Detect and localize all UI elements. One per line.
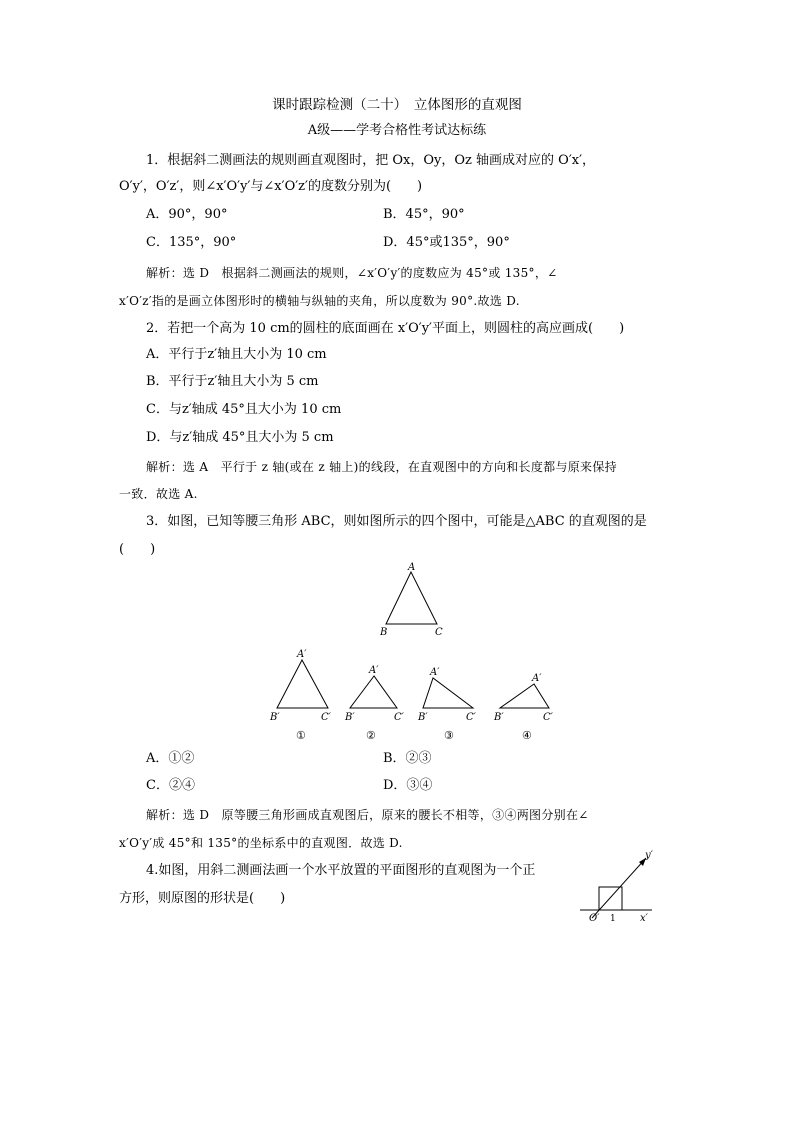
triangle-1-label-b: B′ [270,712,280,723]
triangle-2-label-a: A′ [369,665,379,676]
q4-stem-line2: 方形，则原图的形状是( ) [119,891,286,906]
triangle-4-caption: ④ [522,729,532,742]
q2-explanation-line2: 一致．故选 A. [119,487,198,501]
q4-stem-line1: 4.如图，用斜二测画法画一个水平放置的平面图形的直观图为一个正 [146,863,536,878]
q2-option-d: D．与z′轴成 45°且大小为 5 cm [146,430,334,445]
vertex-label-b: B [380,627,388,638]
page-subtitle: A级——学考合格性考试达标练 [307,123,487,138]
q1-explanation-line2: x′O′z′指的是画立体图形时的横轴与纵轴的夹角，所以度数为 90°.故选 D. [119,294,520,308]
triangle-1 [269,649,332,742]
triangle-2 [344,665,405,742]
q2-option-c: C．与z′轴成 45°且大小为 10 cm [146,402,342,417]
q1-option-d: D．45°或135°，90° [383,235,510,250]
triangle-4-label-b: B′ [494,712,504,723]
x-axis-label: x′ [640,913,648,924]
q3-explanation-line2: x′O′y′成 45°和 135°的坐标系中的直观图．故选 D. [119,836,403,850]
triangle-3 [417,667,477,742]
q3-stem-line1: 3．如图，已知等腰三角形 ABC，则如图所示的四个图中，可能是△ABC 的直观图的是 [146,514,647,529]
triangle-2-label-b: B′ [345,712,355,723]
q1-stem-line2: O′y′，O′z′，则∠x′O′y′与∠x′O′z′的度数分别为( ) [119,179,423,194]
q2-stem: 2．若把一个高为 10 cm的圆柱的底面画在 x′O′y′平面上，则圆柱的高应画成( ) [146,321,625,336]
triangle-3-label-a: A′ [430,667,440,678]
tick-label: 1 [610,914,616,924]
q2-explanation-line1: 解析：选 A 平行于 z 轴(或在 z 轴上)的线段，在直观图中的方向和长度都与原来保持 [146,460,617,474]
q3-option-c: C．②④ [146,778,195,793]
triangle-3-label-b: B′ [418,712,428,723]
triangle-4 [493,673,554,742]
triangle-2-caption: ② [366,729,376,742]
q3-stem-line2: ( ) [119,542,156,557]
main-isosceles-triangle [379,562,443,638]
triangle-2-label-c: C′ [394,712,404,723]
q2-option-b: B．平行于z′轴且大小为 5 cm [146,374,319,389]
q4-figure [580,850,654,924]
triangle-4-label-c: C′ [543,712,553,723]
triangle-1-label-a: A′ [297,649,307,660]
q1-option-c: C．135°，90° [146,235,237,250]
q3-option-d: D．③④ [383,778,433,793]
triangle-4-label-a: A′ [532,673,542,684]
triangle-3-caption: ③ [444,729,454,742]
q3-option-b: B．②③ [383,751,432,766]
triangle-3-label-c: C′ [466,712,476,723]
q3-explanation-line1: 解析：选 D 原等腰三角形画成直观图后，原来的腰长不相等，③④两图分别在∠ [146,808,589,822]
q2-option-a: A．平行于z′轴且大小为 10 cm [146,347,327,362]
vertex-label-c: C [435,627,443,638]
vertex-label-a: A [408,562,416,573]
triangle-1-caption: ① [296,729,306,742]
q3-option-a: A．①② [146,751,195,766]
y-axis [592,858,646,918]
y-axis-label: y′ [645,850,653,861]
triangle-1-label-c: C′ [321,712,331,723]
q1-option-b: B．45°，90° [383,207,465,222]
origin-label: O′ [589,913,600,924]
q1-explanation-line1: 解析：选 D 根据斜二测画法的规则，∠x′O′y′的度数应为 45°或 135°，∠ [146,266,558,280]
q1-option-a: A．90°，90° [146,207,228,222]
page-title: 课时跟踪检测（二十） 立体图形的直观图 [272,97,522,113]
q1-stem-line1: 1．根据斜二测画法的规则画直观图时，把 Ox，Oy，Oz 轴画成对应的 O′x′， [146,153,596,168]
